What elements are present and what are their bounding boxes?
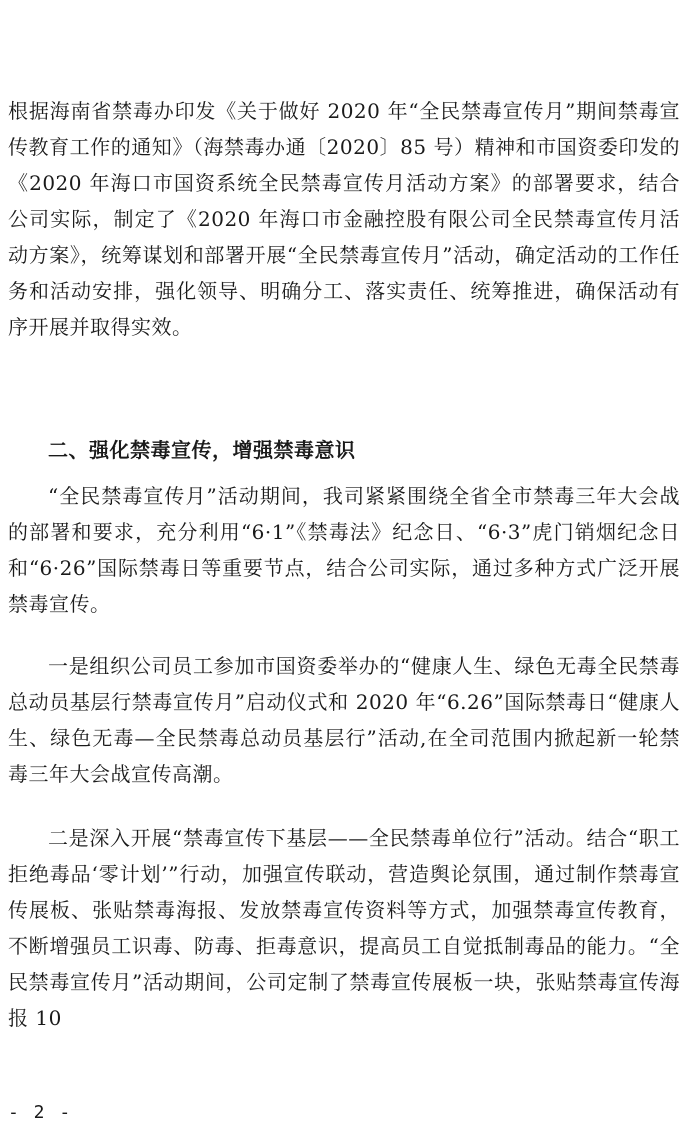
body-paragraph: “全民禁毒宣传月”活动期间，我司紧紧围绕全省全市禁毒三年大会战的部署和要求，充分利用“6·1”《禁毒法》纪念日、“6·3”虎门销烟纪念日和“6·26”国际禁毒日等重要节点，结合公司实际，通过多种方式广泛开展禁毒宣传。	[8, 484, 680, 616]
body-paragraph: 根据海南省禁毒办印发《关于做好 2020 年“全民禁毒宣传月”期间禁毒宣传教育工作的通知》（海禁毒办通〔2020〕85 号）精神和市国资委印发的《2020 年海口市国资系统全民禁毒宣传月活动方案》的部署要求，结合公司实际，制定了《2020 年海口市金融控股有限公司全民禁毒宣传月活动方案》，统筹谋划和部署开展“全民禁毒宣传月”活动，确定活动的工作任务和活动安排，强化领导、明确分工、落实责任、统筹推进，确保活动有序开展并取得实效。	[8, 99, 680, 339]
page-number: - 2 -	[8, 1102, 73, 1123]
body-paragraph: 一是组织公司员工参加市国资委举办的“健康人生、绿色无毒全民禁毒总动员基层行禁毒宣传月”启动仪式和 2020 年“6.26”国际禁毒日“健康人生、绿色无毒—全民禁毒总动员基层行”活动,在全司范围内掀起新一轮禁毒三年大会战宣传高潮。	[8, 654, 680, 786]
section-heading: 二、强化禁毒宣传，增强禁毒意识	[48, 438, 356, 462]
body-paragraph: 二是深入开展“禁毒宣传下基层——全民禁毒单位行”活动。结合“职工拒绝毒品‘零计划’”行动，加强宣传联动，营造舆论氛围，通过制作禁毒宣传展板、张贴禁毒海报、发放禁毒宣传资料等方式，加强禁毒宣传教育，不断增强员工识毒、防毒、拒毒意识，提高员工自觉抵制毒品的能力。“全民禁毒宣传月”活动期间，公司定制了禁毒宣传展板一块，张贴禁毒宣传海报 10	[8, 826, 680, 1030]
